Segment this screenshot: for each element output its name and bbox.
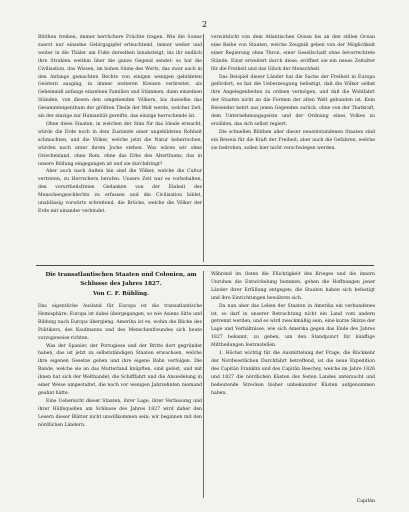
article-right-column	[211, 271, 375, 498]
upper-right-column	[211, 34, 375, 262]
paragraph: Eine Uebersicht dieser Staaten, ihrer Lage, ihrer Verfassung und ihrer Hülfsquellen am Schlusse des Jahres 1827 wird daher den Lesern dieser Blätter nicht unwillkommen sein; wir beginnen mit den nördlichen Ländern.	[38, 398, 202, 428]
paragraph: Was der Spanier, der Portugiese und der Britte dort gegründet haben, das ist jetzt zu selbstständigen Staaten erwachsen, welche ihre eigenen Gesetze geben und ihre eigene Bahn verfolgen. Die Bande, welche sie an das Mutterland knüpften, sind gelöst, und mit ihnen hat sich der Welthandel, die Schifffahrt und die Ansiedelung in einer Weise umgestaltet, die noch vor wenigen Jahrzehnten niemand geahnt hätte.	[38, 343, 202, 396]
catchword-row	[211, 498, 375, 507]
paragraph: Die schnellen Blüthen aller dieser neuentstandenen Staaten sind ein Beweis für die Kraft der Freiheit; aber auch die Gefahren, welche sie bedrohen, sollen hier nicht verschwiegen werden.	[211, 129, 375, 151]
article-byline: Von C. F. Rühling.	[92, 291, 150, 297]
paragraph: Ohne diese Staaten, in welchen der Sinn für das Ideale erwacht, würde die Erde noch in dem Zustande einer ungebildeten Rohheit schmachten, und die Völker, welche jetzt die Natur beherrschen, würden noch unter ihrem Joche stehen. Was wären wir ohne Griechenland, ohne Rom, ohne das Erbe des Alterthums, das in unsere Bildung eingegangen ist und sie durchdringt?	[38, 121, 202, 167]
column-divider-upper	[203, 34, 204, 262]
paragraph: Da nun aber das Leben der Staaten in Amerika ein verbundenes ist, so darf in unserer Betrachtung nicht ein Land vom andern getrennt werden, und es wird zweckmäßig sein, eine kurze Skizze der Lage und Verhältnisse, wie sich Amerika gegen das Ende des Jahres 1827 bekannt, zu geben, um den Standpunct für künftige Mittheilungen festzustellen.	[211, 303, 375, 349]
paragraph: Aber auch nach Außen hin sind die Völker, welche die Cultur vertreten, zu Herrschern berufen. Unsere Zeit war es vorbehalten, den vorurtheilsfreien Gedanken von der Einheit des Menschengeschlechts zu erfassen und die Civilisation bildet, unablässig vorwärts schreitend, die Brücke, welche die Völker der Erde mit einander verbindet.	[38, 169, 202, 214]
paragraph: Während im Osten die Flüchtigkeit des Krieges und die innern Unruhen die Entwickelung hemmen, gehen die Hoffnungen jener Länder ihrer Erfüllung entgegen; die Staaten haben sich befestigt und ihre Einrichtungen bewähren sich.	[211, 272, 375, 301]
article-title: Die transatlantischen Staaten und Colonien, am Schlusse des Jahres 1827.	[45, 272, 197, 287]
paragraph: verwirklicht von dem Atlantischen Ocean bis an den stillen Ocean eine Reihe von Staaten, welche Zeugniß geben von der Möglichkeit einer Regierung ohne Thron, einer Gesellschaft ohne bevorrechtete Stände. Einst erweitert durch diese, eröffnet sie ein neues Zeitalter für die Freiheit und das Glück der Menschheit.	[211, 35, 375, 72]
paragraph: 1. Höchst wichtig für die Ausmittelung der Frage, die Rückkehr der Nordwestlichen Durchfahrt betreffend, ist die neue Expedition des Capitän Franklin und des Capitän Beechey, welche im Jahre 1826 und 1827 die nördlichen Küsten des festen Landes untersucht und bedeutende Strecken bisher unbekannter Küsten aufgenommen haben.	[211, 351, 375, 396]
catchword: Capitän	[356, 499, 375, 504]
paragraph: Blüthen treiben, immer herrlichere Früchte tragen. Wie die Sonne zuerst nur einzelne Gebirgsgipfel erleuchtend, immer weiter und weiter in die Thäler am Fuße derselben hinabsteigt, bis ihr endlich ihre Strahlen weithin über die ganze Gegend sendet: so hat die Civilisation, das Wissen, im hohen Sinne des Worts, das zwar auch in den Anfangs gemachten Rechte von einigen wenigen gebildeten Geistern ausging, in immer weiteren Kreisen verbreitet, als Geheimniß anfangs einzelnen Familien und Stämmen, dann einzelnen Ständen, von diesen den umgebenden Völkern, bis dasselbe das Gesammteigenthum der größten Theile der Welt werde, welcher Zeit, als der einzige zur Humanität gereifte, das einzige herrschende ist.	[38, 35, 202, 120]
paragraph: Das eigentliche Ausland für Europa ist die transatlantische Hemisphäre; Europa ist dabei übergegangen, so wie Asiens Sitte und Bildung nach Europa übergieng. Amerika ist es, wohin die Blicke des Politikers, des Kaufmanns und des Menschenfreundes sich heute vorzugsweise richten.	[38, 304, 202, 341]
upper-left-column	[38, 34, 202, 262]
column-divider-lower	[203, 271, 204, 498]
section-divider	[36, 265, 374, 266]
page-number: 2	[201, 20, 208, 29]
article-left-column	[38, 303, 202, 498]
paragraph: Das Beispiel dieser Länder hat die Sache der Freiheit in Europa gefördert; es hat die Ueberzeugung befestigt, daß die Völker selbst ihre Angelegenheiten zu ordnen vermögen, und daß die Wohlfahrt der Staaten nicht an die Formen der alten Welt gebunden ist. Kein Reisender kehrt aus jenen Gegenden zurück, ohne von der Thatkraft, dem Unternehmungsgeiste und der Ordnung eines Volkes zu erzählen, das sich selbst regiert.	[211, 74, 375, 127]
